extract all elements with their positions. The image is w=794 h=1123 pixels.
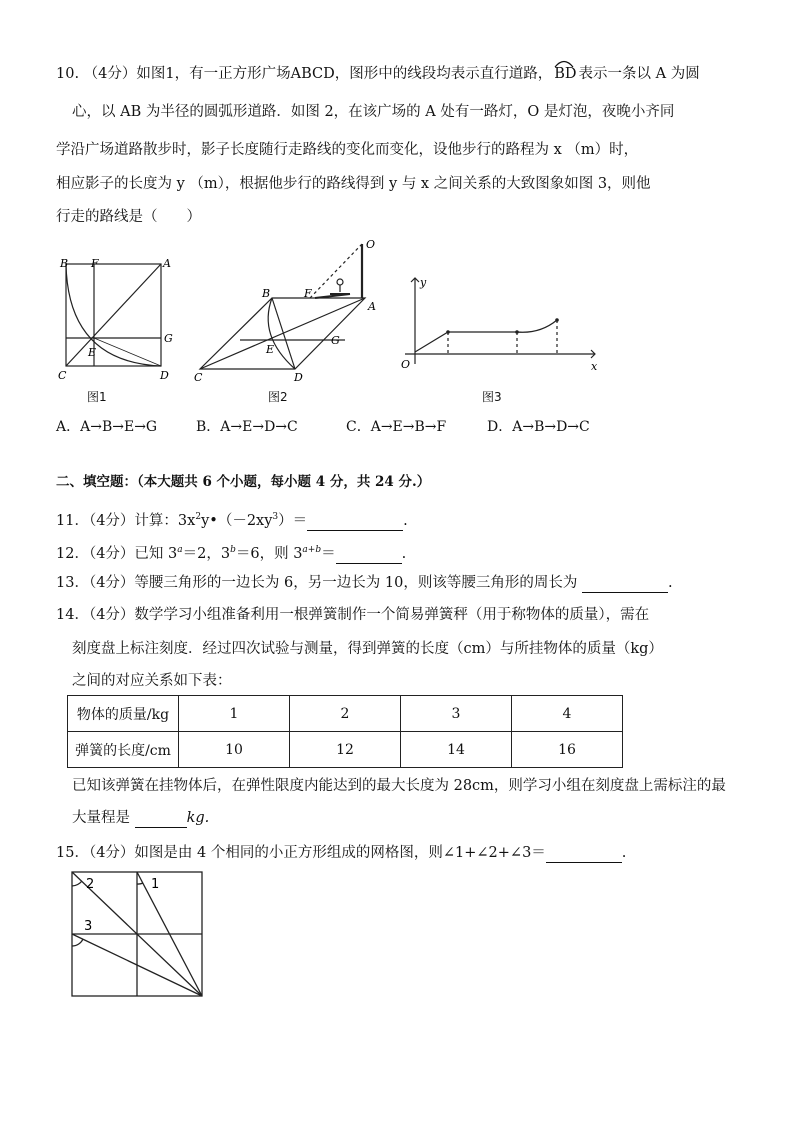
q14-line-3: 之间的对应关系如下表： bbox=[72, 673, 232, 689]
q14-line-2: 刻度盘上标注刻度．经过四次试验与测量，得到弹簧的长度（cm）与所挂物体的质量（kg） bbox=[72, 641, 663, 657]
fig1-point-C: C bbox=[58, 369, 67, 382]
fig3-label-origin: O bbox=[401, 358, 411, 371]
figure-3 bbox=[395, 272, 605, 377]
figure-2 bbox=[190, 236, 380, 386]
option-b: B．A→E→D→C bbox=[196, 419, 298, 435]
option-d: D．A→B→D→C bbox=[487, 419, 590, 435]
spring-data-table bbox=[67, 695, 623, 768]
fig2-point-O: O bbox=[366, 238, 376, 251]
fig2-point-C: C bbox=[194, 371, 203, 384]
q14-after-line-2: 大量程是 kg. bbox=[72, 810, 210, 826]
fig3-caption: 图3 bbox=[482, 390, 502, 404]
table-cell: 1 bbox=[179, 696, 290, 732]
q10-line-4: 相应影子的长度为 y （m），根据他步行的路线得到 y 与 x 之间关系的大致图象如图 3，则他 bbox=[56, 176, 651, 192]
q12-answer-blank[interactable] bbox=[336, 547, 402, 564]
angle-label-1: 1 bbox=[151, 877, 160, 892]
fig2-point-E: E bbox=[266, 343, 275, 356]
table-header-length: 弹簧的长度/cm bbox=[68, 732, 179, 768]
table-cell: 2 bbox=[290, 696, 401, 732]
fig1-point-B: B bbox=[60, 257, 69, 270]
fig2-point-A: A bbox=[368, 300, 376, 313]
figure-1 bbox=[50, 252, 190, 387]
q14-answer-blank[interactable] bbox=[135, 811, 187, 828]
fig2-point-F: F bbox=[304, 287, 312, 300]
q15: 15．（4分）如图是由 4 个相同的小正方形组成的网格图，则∠1+∠2+∠3＝ . bbox=[56, 845, 627, 861]
fig2-point-G: G bbox=[331, 334, 340, 347]
option-c: C．A→E→B→F bbox=[346, 419, 447, 435]
table-header-mass: 物体的质量/kg bbox=[68, 696, 179, 732]
q15-grid-figure bbox=[66, 868, 211, 1003]
table-cell: 14 bbox=[401, 732, 512, 768]
q10-line-3: 学沿广场道路散步时，影子长度随行走路线的变化而变化，设他步行的路程为 x （m）时， bbox=[56, 142, 639, 158]
q13-answer-blank[interactable] bbox=[582, 576, 668, 593]
option-a: A．A→B→E→G bbox=[56, 419, 158, 435]
fig2-point-B: B bbox=[262, 287, 271, 300]
section-2-title: 二、填空题：（本大题共 6 个小题，每小题 4 分，共 24 分.） bbox=[56, 474, 431, 490]
q11-answer-blank[interactable] bbox=[307, 514, 403, 531]
q11: 11．（4分）计算：$3x^2y•(-2xy^3)=$ . bbox=[56, 512, 408, 529]
table-row bbox=[68, 696, 623, 732]
q13: 13．（4分）等腰三角形的一边长为 6，另一边长为 10，则该等腰三角形的周长为 . bbox=[56, 575, 673, 591]
table-cell: 12 bbox=[290, 732, 401, 768]
fig1-point-F: F bbox=[91, 257, 99, 270]
q15-answer-blank[interactable] bbox=[546, 846, 622, 863]
q10-line-1: 10. （4分）如图1，有一正方形广场ABCD，图形中的线段均表示直行道路， BD 表示一条以 A 为圆 bbox=[56, 64, 700, 84]
fig1-caption: 图1 bbox=[87, 390, 107, 404]
q14-after-line-1: 已知该弹簧在挂物体后，在弹性限度内能达到的最大长度为 28cm，则学习小组在刻度盘上需标注的最 bbox=[72, 778, 726, 794]
arc-label: BD bbox=[554, 66, 577, 82]
fig1-point-A: A bbox=[163, 257, 171, 270]
table-cell: 10 bbox=[179, 732, 290, 768]
fig1-point-D: D bbox=[160, 369, 169, 382]
angle-label-2: 2 bbox=[86, 877, 95, 892]
angle-label-3: 3 bbox=[84, 919, 93, 934]
table-cell: 16 bbox=[512, 732, 623, 768]
q14-line-1: 14．（4分）数学学习小组准备利用一根弹簧制作一个简易弹簧秤（用于称物体的质量），需在 bbox=[56, 607, 650, 623]
arc-symbol-icon bbox=[553, 58, 575, 68]
fig3-label-x: x bbox=[591, 360, 598, 373]
table-row bbox=[68, 732, 623, 768]
fig1-point-G: G bbox=[164, 332, 173, 345]
q10-line-2: 心，以 AB 为半径的圆弧形道路．如图 2，在该广场的 A 处有一路灯，O 是灯泡，夜晚小齐同 bbox=[72, 104, 675, 120]
fig3-label-y: y bbox=[420, 276, 427, 289]
table-cell: 4 bbox=[512, 696, 623, 732]
fig1-point-E: E bbox=[88, 346, 97, 359]
fig2-point-D: D bbox=[294, 371, 303, 384]
q10-line-5: 行走的路线是（ ） bbox=[56, 209, 201, 225]
q12: 12．（4分）已知 $3^a=2$，$3^b=6$，则 $3^{a+b}=$ . bbox=[56, 545, 407, 562]
fig2-caption: 图2 bbox=[268, 390, 288, 404]
table-cell: 3 bbox=[401, 696, 512, 732]
